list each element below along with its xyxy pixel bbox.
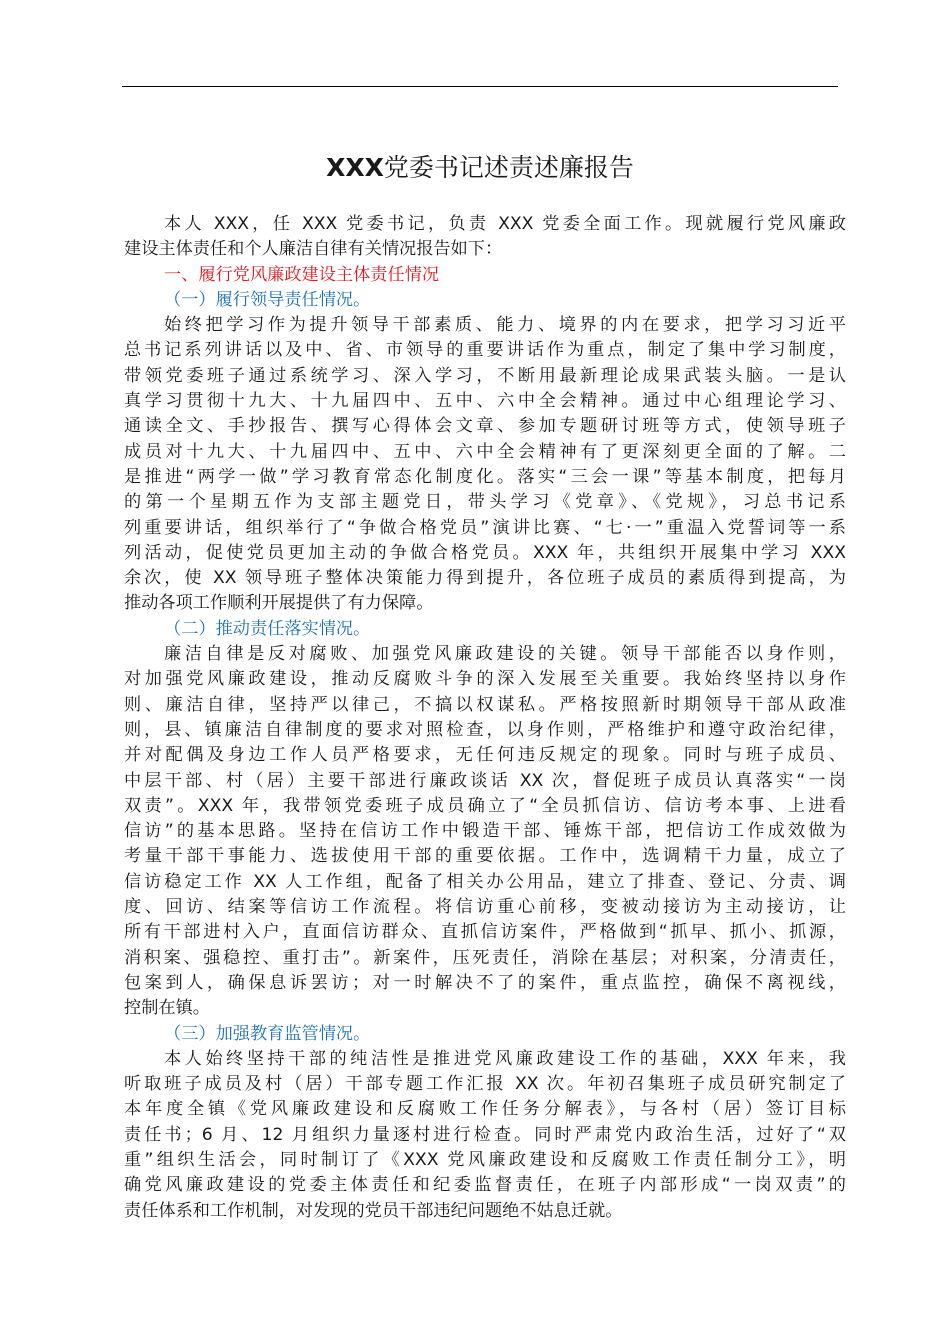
body-line: 考量干部干事能力、选拔使用干部的重要依据。工作中，选调精干力量，成立了 <box>124 846 846 867</box>
body-line: 信访稳定工作 XX 人工作组，配备了相关办公用品，建立了排查、登记、分责、调 <box>124 871 846 892</box>
paragraph-first-line: 本人始终坚持干部的纯洁性是推进党风廉政建设工作的基础，XXX 年来，我 <box>164 1048 846 1069</box>
body-line: 包案到人，确保息诉罢访；对一时解决不了的案件，重点监控，确保不离视线， <box>124 972 846 993</box>
title-prefix: XXX <box>326 153 384 182</box>
section-heading: 一、履行党风廉政建设主体责任情况 <box>164 264 440 285</box>
body-line: 消积案、强稳控、重打击”。新案件，压死责任，消除在基层；对积案，分清责任， <box>124 947 846 968</box>
body-line: 听取班子成员及村（居）干部专题工作汇报 XX 次。年初召集班子成员研究制定了 <box>124 1074 846 1095</box>
body-line: 余次，使 XX 领导班子整体决策能力得到提升，各位班子成员的素质得到提高，为 <box>124 568 846 589</box>
body-line: 列活动，促使党员更加主动的争做合格党员。XXX 年，共组织开展集中学习 XXX <box>124 542 846 563</box>
header-rule <box>122 86 838 87</box>
body-line: 度、回访、结案等信访工作流程。将信访重心前移，变被动接访为主动接访，让 <box>124 897 846 918</box>
body-line: 所有干部进村入户，直面信访群众、直抓信访案件，严格做到“抓早、抓小、抓源， <box>124 922 846 943</box>
body-line: 的第一个星期五作为支部主题党日，带头学习《党章》、《党规》，习总书记系 <box>124 492 846 513</box>
body-line: 重”组织生活会，同时制订了《XXX 党风廉政建设和反腐败工作责任制分工》，明 <box>124 1149 846 1170</box>
body-line: 是推进“两学一做”学习教育常态化制度化。落实“三会一课”等基本制度，把每月 <box>124 466 846 487</box>
body-line: 总书记系列讲话以及中、省、市领导的重要讲话作为重点，制定了集中学习制度， <box>124 340 846 361</box>
body-line: 责任体系和工作机制，对发现的党员干部违纪问题绝不姑息迁就。 <box>124 1200 623 1221</box>
body-line: 控制在镇。 <box>124 998 210 1019</box>
body-line: 信访”的基本思路。坚持在信访工作中锻造干部、锤炼干部，把信访工作成效做为 <box>124 821 846 842</box>
paragraph-first-line: 廉洁自律是反对腐败、加强党风廉政建设的关键。领导干部能否以身作则， <box>164 644 846 665</box>
paragraph-first-line: 始终把学习作为提升领导干部素质、能力、境界的内在要求，把学习习近平 <box>164 315 846 336</box>
body-line: 则，县、镇廉洁自律制度的要求对照检查，以身作则，严格维护和遵守政治纪律， <box>124 719 846 740</box>
title-rest: 党委书记述责述廉报告 <box>383 153 634 182</box>
body-line: 则、廉洁自律，坚持严以律己，不搞以权谋私。严格按照新时期领导干部从政准 <box>124 694 846 715</box>
subsection-heading: （二）推动责任落实情况。 <box>164 618 371 639</box>
page-title <box>122 148 838 188</box>
body-line: 责任书；6 月、12 月组织力量逐村进行检查。同时严肃党内政治生活，过好了“双 <box>124 1124 846 1145</box>
body-line: 确党风廉政建设的党委主体责任和纪委监督责任，在班子内部形成“一岗双责”的 <box>124 1175 846 1196</box>
body-line: 成员对十九大、十九届四中、五中、六中全会精神有了更深刻更全面的了解。二 <box>124 441 846 462</box>
body-line: 列重要讲话，组织举行了“争做合格党员”演讲比赛、“七·一”重温入党誓词等一系 <box>124 517 846 538</box>
subsection-heading: （一）履行领导责任情况。 <box>164 289 371 310</box>
body-line: 真学习贯彻十九大、十九届四中、五中、六中全会精神。通过中心组理论学习、 <box>124 391 846 412</box>
body-line: 建设主体责任和个人廉洁自律有关情况报告如下： <box>124 239 503 260</box>
body-line: 本年度全镇《党风廉政建设和反腐败工作任务分解表》，与各村（居）签订目标 <box>124 1099 846 1120</box>
body-line: 带领党委班子通过系统学习、深入学习，不断用最新理论成果武装头脑。一是认 <box>124 365 846 386</box>
paragraph-first-line: 本人 XXX，任 XXX 党委书记，负责 XXX 党委全面工作。现就履行党风廉政 <box>164 214 846 234</box>
document-body <box>124 212 846 1224</box>
body-line: 双责”。XXX 年，我带领党委班子成员确立了“全员抓信访、信访考本事、上进看 <box>124 795 846 816</box>
subsection-heading: （三）加强教育监管情况。 <box>164 1023 371 1044</box>
body-line: 通读全文、手抄报告、撰写心得体会文章、参加专题研讨班等方式，使领导班子 <box>124 416 846 437</box>
body-line: 并对配偶及身边工作人员严格要求，无任何违反规定的现象。同时与班子成员、 <box>124 745 846 766</box>
body-line: 对加强党风廉政建设，推动反腐败斗争的深入发展至关重要。我始终坚持以身作 <box>124 669 846 690</box>
body-line: 中层干部、村（居）主要干部进行廉政谈话 XX 次，督促班子成员认真落实“一岗 <box>124 770 846 791</box>
body-line: 推动各项工作顺利开展提供了有力保障。 <box>124 593 434 614</box>
